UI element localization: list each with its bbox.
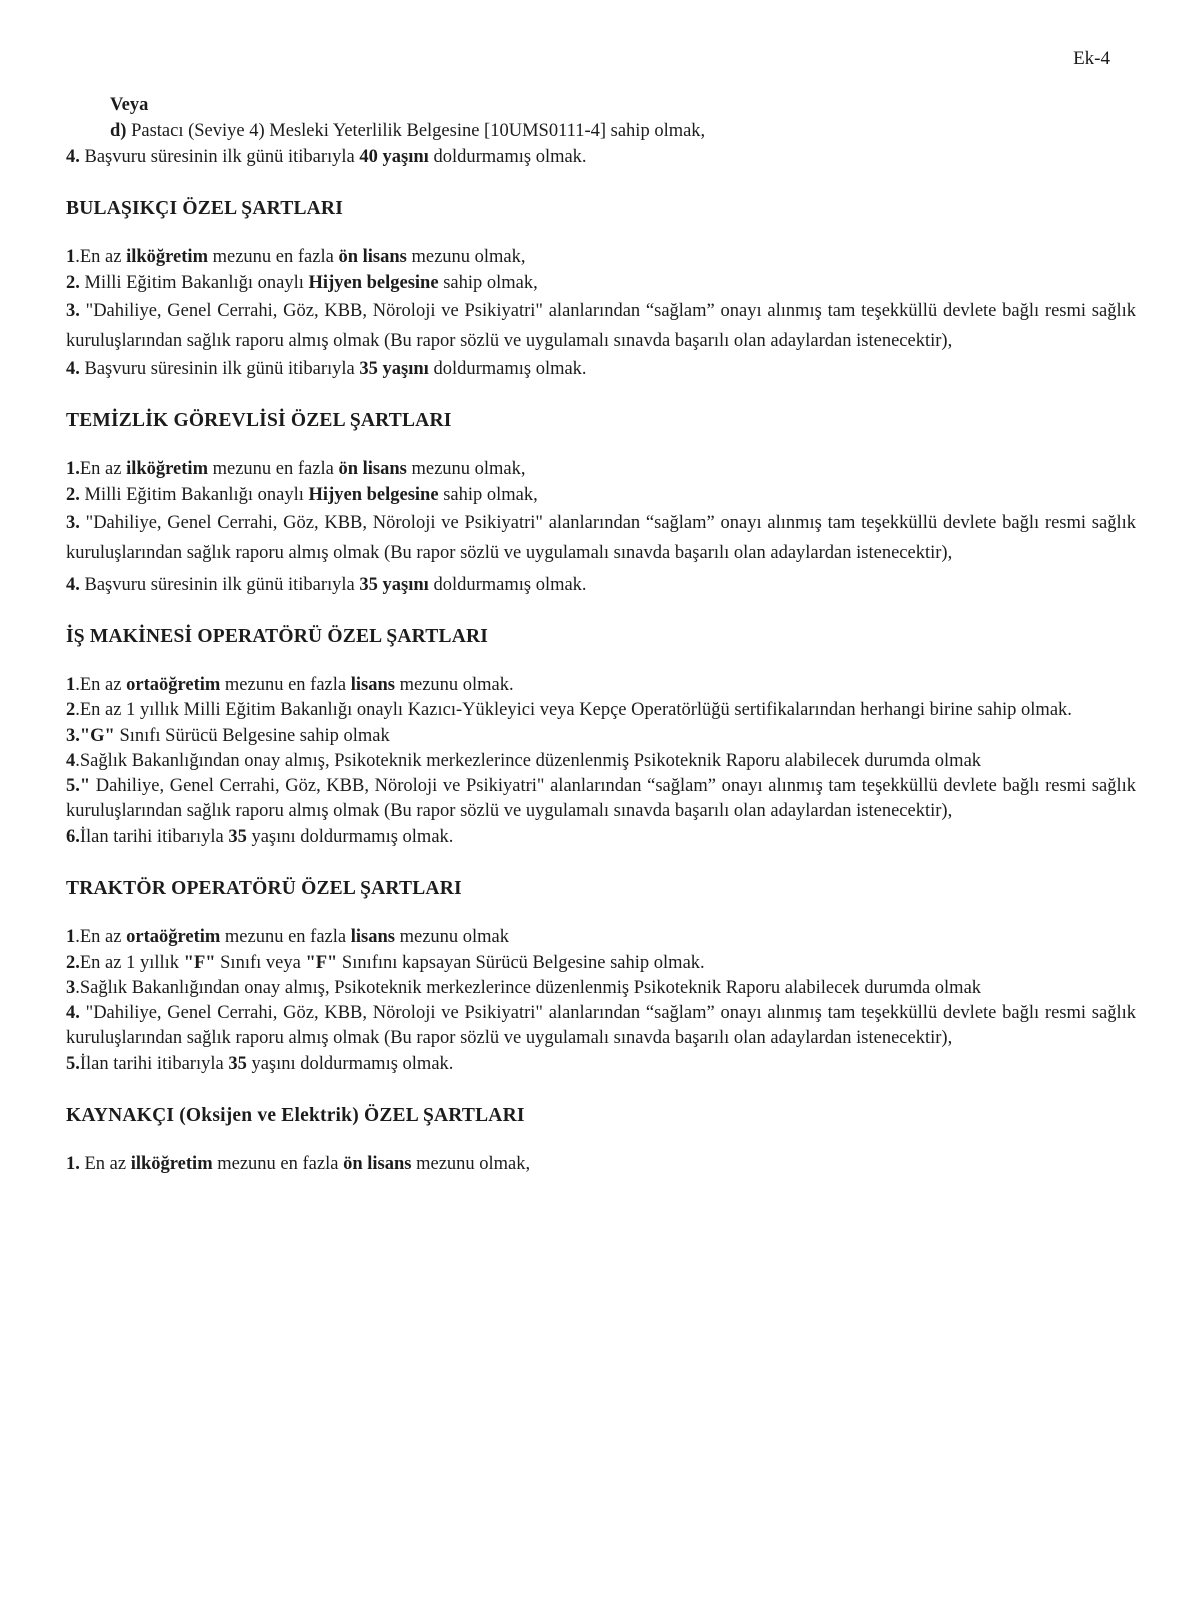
list-item: 1.En az ilköğretim mezunu en fazla ön lisans mezunu olmak, bbox=[66, 247, 526, 267]
list-item: 2.En az 1 yıllık Milli Eğitim Bakanlığı onaylı Kazıcı-Yükleyici veya Kepçe Operatörlüğü sertifikalarından herhangi birine sahip olmak. bbox=[66, 700, 1072, 720]
list-item: 3. "Dahiliye, Genel Cerrahi, Göz, KBB, Nöroloji ve Psikiyatri" alanlarından “sağlam” onayı alınmış tam teşekküllü devlete bağlı resmi sağlık kuruluşlarından sağlık raporu almış olmak (Bu rapor sözlü ve uygulamalı sınavda başarılı olan adaylardan istenecektir), bbox=[66, 301, 1136, 351]
list-item: 5.İlan tarihi itibarıyla 35 yaşını doldurmamış olmak. bbox=[66, 1054, 454, 1074]
list-item: d) Pastacı (Seviye 4) Mesleki Yeterlilik Belgesine [10UMS0111-4] sahip olmak, bbox=[110, 121, 706, 141]
list-item: 1. En az ilköğretim mezunu en fazla ön lisans mezunu olmak, bbox=[66, 1154, 531, 1174]
list-item: 4. Başvuru süresinin ilk günü itibarıyla 35 yaşını doldurmamış olmak. bbox=[66, 575, 587, 595]
list-item: 3."G" Sınıfı Sürücü Belgesine sahip olmak bbox=[66, 726, 390, 746]
list-item: 5." Dahiliye, Genel Cerrahi, Göz, KBB, Nöroloji ve Psikiyatri" alanlarından “sağlam” onayı alınmış tam teşekküllü devlete bağlı resmi sağlık kuruluşlarından sağlık raporu almış olmak (Bu rapor sözlü ve uygulamalı sınavda başarılı olan adaylardan istenecektir), bbox=[66, 776, 1136, 821]
section-title-kaynakci: KAYNAKÇI (Oksijen ve Elektrik) ÖZEL ŞARTLARI bbox=[66, 1105, 525, 1126]
list-item: 3. "Dahiliye, Genel Cerrahi, Göz, KBB, Nöroloji ve Psikiyatri" alanlarından “sağlam” onayı alınmış tam teşekküllü devlete bağlı resmi sağlık kuruluşlarından sağlık raporu almış olmak (Bu rapor sözlü ve uygulamalı sınavda başarılı olan adaylardan istenecektir), bbox=[66, 513, 1136, 563]
veya-line bbox=[66, 92, 1136, 118]
list-item: 2.En az 1 yıllık "F" Sınıfı veya "F" Sınıfını kapsayan Sürücü Belgesine sahip olmak. bbox=[66, 953, 705, 973]
veya-text: Veya bbox=[110, 95, 149, 115]
list-item: 2. Milli Eğitim Bakanlığı onaylı Hijyen belgesine sahip olmak, bbox=[66, 273, 538, 293]
list-item: 3.Sağlık Bakanlığından onay almış, Psikoteknik merkezlerince düzenlenmiş Psikoteknik Raporu alabilecek durumda olmak bbox=[66, 978, 982, 998]
list-item: 4.Sağlık Bakanlığından onay almış, Psikoteknik merkezlerince düzenlenmiş Psikoteknik Raporu alabilecek durumda olmak bbox=[66, 751, 982, 771]
list-item: 1.En az ortaöğretim mezunu en fazla lisans mezunu olmak. bbox=[66, 675, 514, 695]
document-body bbox=[66, 92, 1136, 1177]
section-title-traktor: TRAKTÖR OPERATÖRÜ ÖZEL ŞARTLARI bbox=[66, 878, 462, 899]
section-title-bulasikci: BULAŞIKÇI ÖZEL ŞARTLARI bbox=[66, 198, 344, 219]
list-item: 1.En az ilköğretim mezunu en fazla ön lisans mezunu olmak, bbox=[66, 459, 526, 479]
page-label: Ek-4 bbox=[1073, 48, 1110, 69]
list-item: 1.En az ortaöğretim mezunu en fazla lisans mezunu olmak bbox=[66, 927, 510, 947]
list-item: 4. Başvuru süresinin ilk günü itibarıyla 35 yaşını doldurmamış olmak. bbox=[66, 359, 587, 379]
list-item: 2. Milli Eğitim Bakanlığı onaylı Hijyen belgesine sahip olmak, bbox=[66, 485, 538, 505]
list-item: 4. Başvuru süresinin ilk günü itibarıyla 40 yaşını doldurmamış olmak. bbox=[66, 147, 587, 167]
list-item: 6.İlan tarihi itibarıyla 35 yaşını doldurmamış olmak. bbox=[66, 827, 454, 847]
list-item: 4. "Dahiliye, Genel Cerrahi, Göz, KBB, Nöroloji ve Psikiyatri" alanlarından “sağlam” onayı alınmış tam teşekküllü devlete bağlı resmi sağlık kuruluşlarından sağlık raporu almış olmak (Bu rapor sözlü ve uygulamalı sınavda başarılı olan adaylardan istenecektir), bbox=[66, 1003, 1136, 1048]
section-title-is-makinesi: İŞ MAKİNESİ OPERATÖRÜ ÖZEL ŞARTLARI bbox=[66, 626, 489, 647]
section-title-temizlik: TEMİZLİK GÖREVLİSİ ÖZEL ŞARTLARI bbox=[66, 410, 452, 431]
